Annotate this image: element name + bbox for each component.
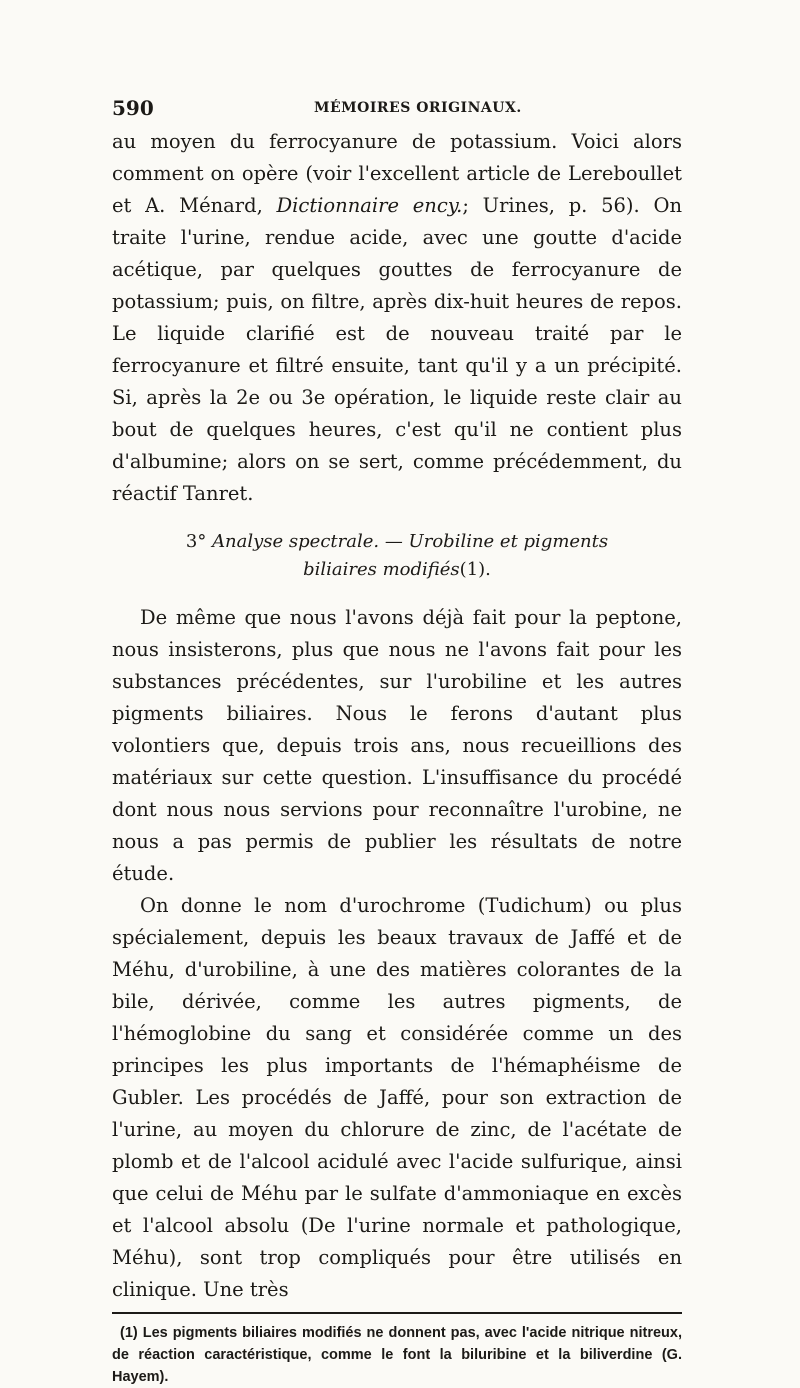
paragraph-1-rest: ; Urines, p. 56). On traite l'urine, rendue acide, avec une goutte d'acide acétique, par quelques gouttes de ferrocyanure de potassium; puis, on filtre, après dix-huit heures de repos. Le liquide clarifié est de nouveau traité par le ferrocyanure et filtré ensuite, tant qu'il y a un précipité. Si, après la 2e ou 3e opération, le liquide reste clair au bout de quelques heures, c'est qu'il ne contient plus d'albumine; alors on se sert, comme précédemment, du réactif Tanret. xyxy=(112,194,682,505)
paragraph-3: On donne le nom d'urochrome (Tudichum) ou plus spécialement, depuis les beaux travaux de Jaffé et de Méhu, d'urobiline, à une des matières colorantes de la bile, dérivée, comme les autres pigments, de l'hémoglobine du sang et considérée comme un des principes les plus importants de l'hémaphéisme de Gubler. Les procédés de Jaffé, pour son extraction de l'urine, au moyen du chlorure de zinc, de l'acétate de plomb et de l'alcool acidulé avec l'acide sulfurique, ainsi que celui de Méhu par le sulfate d'ammoniaque en excès et l'alcool absolu (De l'urine normale et pathologique, Méhu), sont trop compliqués pour être utilisés en clinique. Une très xyxy=(112,894,682,1301)
section-title-line-1: Analyse spectrale. — Urobiline et pigments xyxy=(212,531,609,552)
paragraph-1 xyxy=(112,126,682,510)
section-heading-line-1 xyxy=(112,528,682,556)
running-head: MÉMOIRES ORIGINAUX. xyxy=(314,100,522,116)
paragraph-1-text: au moyen du ferrocyanure de potassium. Voici alors comment on opère (voir l'excellent article de Lereboullet et A. Ménard, xyxy=(112,130,682,217)
section-heading-line-2 xyxy=(112,556,682,584)
section-heading xyxy=(112,528,682,584)
page-number: 590 xyxy=(112,96,154,120)
section-title-line-2: biliaires modifiés xyxy=(303,559,460,580)
paragraph-2: De même que nous l'avons déjà fait pour la peptone, nous insisterons, plus que nous ne l'avons fait pour les substances précédentes, sur l'urobiline et les autres pigments biliaires. Nous le ferons d'autant plus volontiers que, depuis trois ans, nous recueillions des matériaux sur cette question. L'insuffisance du procédé dont nous nous servions pour reconnaître l'urobine, ne nous a pas permis de publier les résultats de notre étude. xyxy=(112,606,682,885)
page-header xyxy=(112,96,682,126)
page xyxy=(112,96,682,1388)
citation-title: Dictionnaire ency. xyxy=(276,194,463,217)
footnote-reference: (1). xyxy=(459,559,491,580)
footnote: (1) Les pigments biliaires modifiés ne donnent pas, avec l'acide nitrique nitreux, de réaction caractéristique, comme le font la biluribine et la biliverdine (G. Hayem). xyxy=(112,1325,682,1385)
section-number: 3° xyxy=(185,531,207,552)
footnote-divider xyxy=(112,1312,682,1314)
